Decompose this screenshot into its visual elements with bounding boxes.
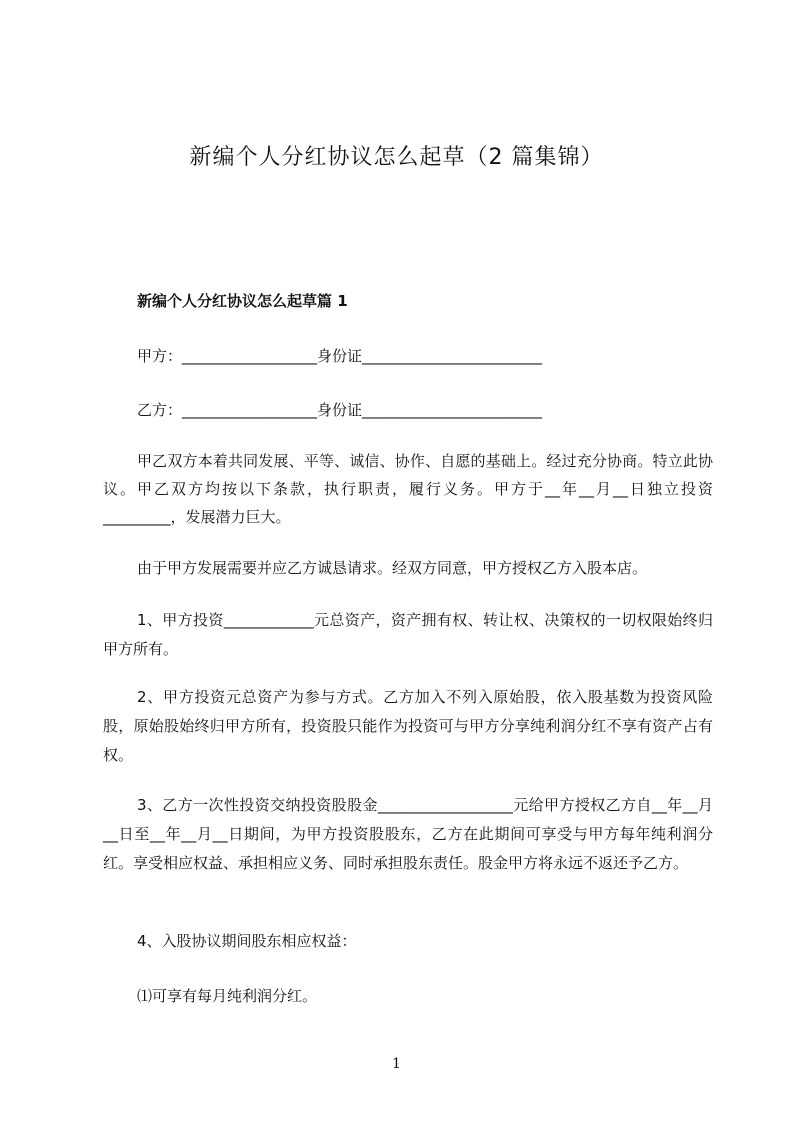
page-number: 1 <box>392 1056 401 1072</box>
clause-4-item-1: ⑴可享有每月纯利润分红。 <box>137 987 318 1005</box>
section-heading: 新编个人分红协议怎么起草篇 1 <box>137 292 348 310</box>
paragraph-intro: 甲乙双方本着共同发展、平等、诚信、协作、自愿的基础上。经过充分协商。特立此协议。甲乙双方均按以下条款，执行职责，履行义务。甲方于__年__月__日独立投资_________，发展潜力巨大。 <box>103 452 713 526</box>
clause-4: 4、入股协议期间股东相应权益： <box>137 932 357 950</box>
document-title: 新编个人分红协议怎么起草（2 篇集锦） <box>189 145 604 170</box>
party-a-line: 甲方：__________________身份证________________________ <box>137 347 543 365</box>
clause-3: 3、乙方一次性投资交纳投资股股金__________________元给甲方授权乙方自__年__月__日至__年__月__日期间，为甲方投资股股东，乙方在此期间可享受与甲方每年纯利润分红。享受相应权益、承担相应义务、同时承担股东责任。股金甲方将永远不返还予乙方。 <box>103 796 713 872</box>
clause-1: 1、甲方投资____________元总资产，资产拥有权、转让权、决策权的一切权限始终归甲方所有。 <box>103 611 713 658</box>
party-b-line: 乙方：__________________身份证________________________ <box>137 401 543 419</box>
paragraph-authorization: 由于甲方发展需要并应乙方诚恳请求。经双方同意，甲方授权乙方入股本店。 <box>137 559 648 577</box>
clause-2: 2、甲方投资元总资产为参与方式。乙方加入不列入原始股，依入股基数为投资风险股，原始股始终归甲方所有，投资股只能作为投资可与甲方分享纯利润分红不享有资产占有权。 <box>103 688 713 764</box>
